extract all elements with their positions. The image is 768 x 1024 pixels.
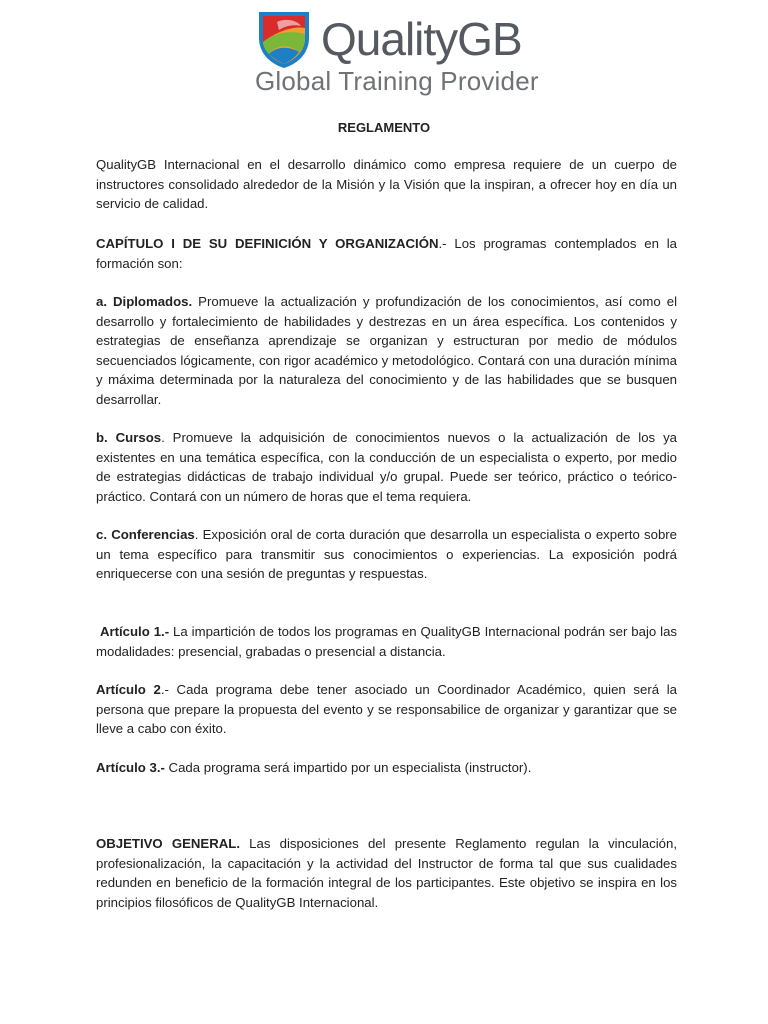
brand-tagline: Global Training Provider	[255, 66, 539, 96]
brand-name: QualityGB	[321, 13, 522, 65]
item-a-label: a. Diplomados.	[96, 294, 193, 309]
article-1-paragraph	[96, 622, 677, 661]
item-c-text: . Exposición oral de corta duración que desarrolla un especialista o experto sobre un tema específico para transmitir sus conocimientos o experiencias. La exposición podrá enriquecerse con una sesión de preguntas y respuestas.	[96, 527, 678, 581]
article-3-text: Cada programa será impartido por un especialista (instructor).	[164, 760, 532, 775]
item-a-text: Promueve la actualización y profundización de los conocimientos, así como el desarrollo y fortalecimiento de habilidades y destrezas en un área específica. Los contenidos y estrategias de enseñanza aprendizaje se organizan y estructuran por medio de módulos secuenciados lógicamente, con rigor académico y metodológico. Contará con una duración mínima y máxima determinada por la naturaleza del conocimiento y de las habilidades que se busquen desarrollar.	[96, 294, 677, 407]
article-2-label: Artículo 2	[96, 682, 161, 697]
chapter-text: .- Los programas contemplados en la formación son:	[96, 236, 678, 271]
qualitygb-shield-logo-icon	[255, 8, 313, 70]
objective-label: OBJETIVO GENERAL.	[96, 836, 240, 851]
article-2-paragraph	[96, 680, 677, 739]
item-b-text: . Promueve la adquisición de conocimientos nuevos o la actualización de los ya existentes en una temática específica, con la conducción de un especialista o experto, por medio de estrategias didácticas de trabajo individual y/o grupal. Puede ser teórico, práctico o teórico-práctico. Contará con un número de horas que el tema requiera.	[96, 430, 678, 504]
item-a-paragraph	[96, 292, 677, 409]
objective-paragraph	[96, 834, 677, 912]
chapter-paragraph	[96, 234, 677, 273]
item-b-paragraph	[96, 428, 677, 506]
article-1-text: La impartición de todos los programas en QualityGB Internacional podrán ser bajo las modalidades: presencial, grabadas o presencial a distancia.	[96, 624, 678, 659]
document-title: REGLAMENTO	[337, 120, 431, 135]
item-c-paragraph	[96, 525, 677, 584]
item-c-label: c. Conferencias	[96, 527, 195, 542]
article-3-label: Artículo 3.-	[96, 760, 165, 775]
item-b-label: b. Cursos	[96, 430, 162, 445]
article-3-paragraph	[96, 758, 677, 778]
chapter-heading: CAPÍTULO I DE SU DEFINICIÓN Y ORGANIZACIÓN	[96, 236, 439, 251]
article-2-text: .- Cada programa debe tener asociado un Coordinador Académico, quien será la persona que prepare la propuesta del evento y se responsabilice de organizar y garantizar que se lleve a cabo con éxito.	[96, 682, 677, 736]
objective-text: Las disposiciones del presente Reglamento regulan la vinculación, profesionalización, la capacitación y la actividad del Instructor de forma tal que sus cualidades redunden en beneficio de la formación integral de los participantes. Este objetivo se inspira en los principios filosóficos de QualityGB Internacional.	[96, 836, 677, 910]
header-logo	[255, 6, 539, 96]
intro-paragraph: QualityGB Internacional en el desarrollo dinámico como empresa requiere de un cuerpo de instructores consolidado alrededor de la Misión y la Visión que la inspiran, a ofrecer hoy en día un servicio de calidad.	[96, 157, 677, 211]
article-1-label: Artículo 1.-	[99, 624, 170, 639]
